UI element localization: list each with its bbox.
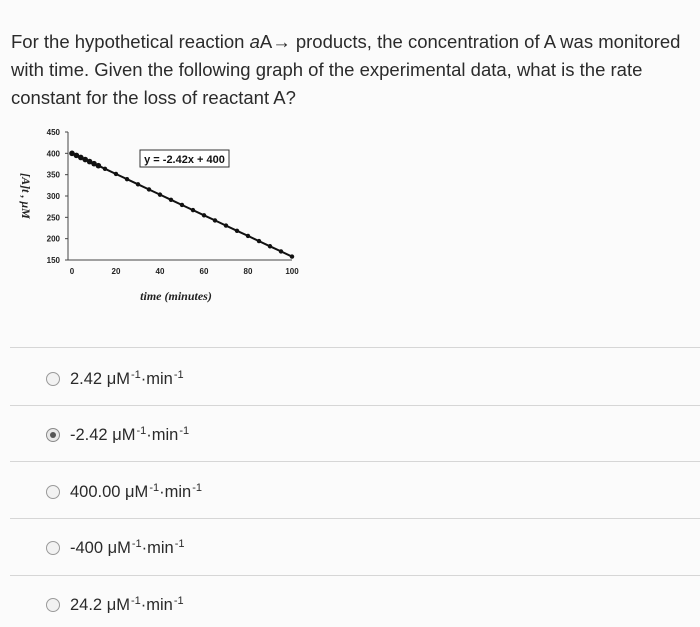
y-tick-label: 300	[46, 192, 60, 201]
answer-option-1[interactable]	[46, 364, 184, 394]
radio-button-selected[interactable]	[46, 428, 60, 442]
equation-label: y = -2.42x + 400	[144, 154, 225, 166]
y-tick-label: 400	[46, 149, 60, 159]
data-point	[268, 244, 272, 248]
data-point	[169, 198, 173, 202]
question-part-1: For the hypothetical reaction	[11, 31, 250, 52]
radio-button[interactable]	[46, 541, 60, 555]
radio-button[interactable]	[46, 598, 60, 612]
y-tick-label: 200	[46, 234, 60, 244]
data-point	[114, 172, 118, 176]
data-point	[290, 254, 294, 258]
data-point	[147, 187, 151, 191]
data-point	[125, 177, 129, 181]
data-point	[103, 167, 107, 171]
y-tick-label: 450	[46, 128, 60, 137]
data-point	[96, 163, 102, 169]
y-axis-title: [A]t , μM	[19, 173, 33, 219]
data-point	[213, 218, 217, 222]
option-label: -400 $\mu M^{-1}\cdot\min^{-1}$	[70, 538, 185, 557]
data-point	[191, 208, 195, 212]
data-point	[202, 213, 206, 217]
divider	[10, 347, 700, 348]
data-point	[279, 249, 283, 253]
x-tick-label: 60	[199, 267, 209, 276]
divider	[10, 575, 700, 576]
x-tick-label: 100	[285, 267, 299, 276]
x-axis-title: time (minutes)	[140, 289, 212, 303]
answer-option-3[interactable]	[46, 477, 202, 507]
option-label: 400.00 $\mu M^{-1}\cdot\min^{-1}$	[70, 482, 202, 501]
divider	[10, 518, 700, 519]
radio-button[interactable]	[46, 485, 60, 499]
x-tick-label: 20	[111, 267, 121, 276]
option-label: 2.42 $\mu M^{-1}\cdot\min^{-1}$	[70, 369, 184, 388]
option-label: 24.2 $\mu M^{-1}\cdot\min^{-1}$	[70, 595, 184, 614]
radio-button[interactable]	[46, 372, 60, 386]
chart-svg	[0, 110, 700, 340]
question-text	[11, 28, 696, 112]
x-tick-label: 80	[243, 267, 253, 276]
answer-option-2[interactable]	[46, 420, 189, 450]
y-tick-label: 150	[46, 256, 60, 265]
x-tick-label: 0	[69, 267, 75, 276]
data-point	[158, 192, 162, 196]
data-point	[246, 234, 250, 238]
divider	[10, 461, 700, 462]
divider	[10, 405, 700, 406]
option-label: -2.42 $\mu M^{-1}\cdot\min^{-1}$	[70, 425, 190, 444]
y-tick-label: 250	[46, 213, 60, 223]
data-point	[224, 223, 228, 227]
x-tick-label: 40	[155, 267, 165, 276]
question-coefficient: a	[249, 31, 260, 52]
y-tick-label: 350	[46, 170, 60, 180]
data-point	[136, 182, 140, 186]
question-part-2: A→ products, the concentration of A was monitored with time. Given the following graph of the experimental data, what is the rate constant for the loss of reactant A?	[11, 31, 681, 108]
answer-option-4[interactable]	[46, 533, 185, 563]
answer-option-5[interactable]	[46, 590, 184, 620]
data-point	[235, 229, 239, 233]
concentration-chart	[0, 110, 700, 340]
data-point	[257, 239, 261, 243]
data-point	[180, 203, 184, 207]
